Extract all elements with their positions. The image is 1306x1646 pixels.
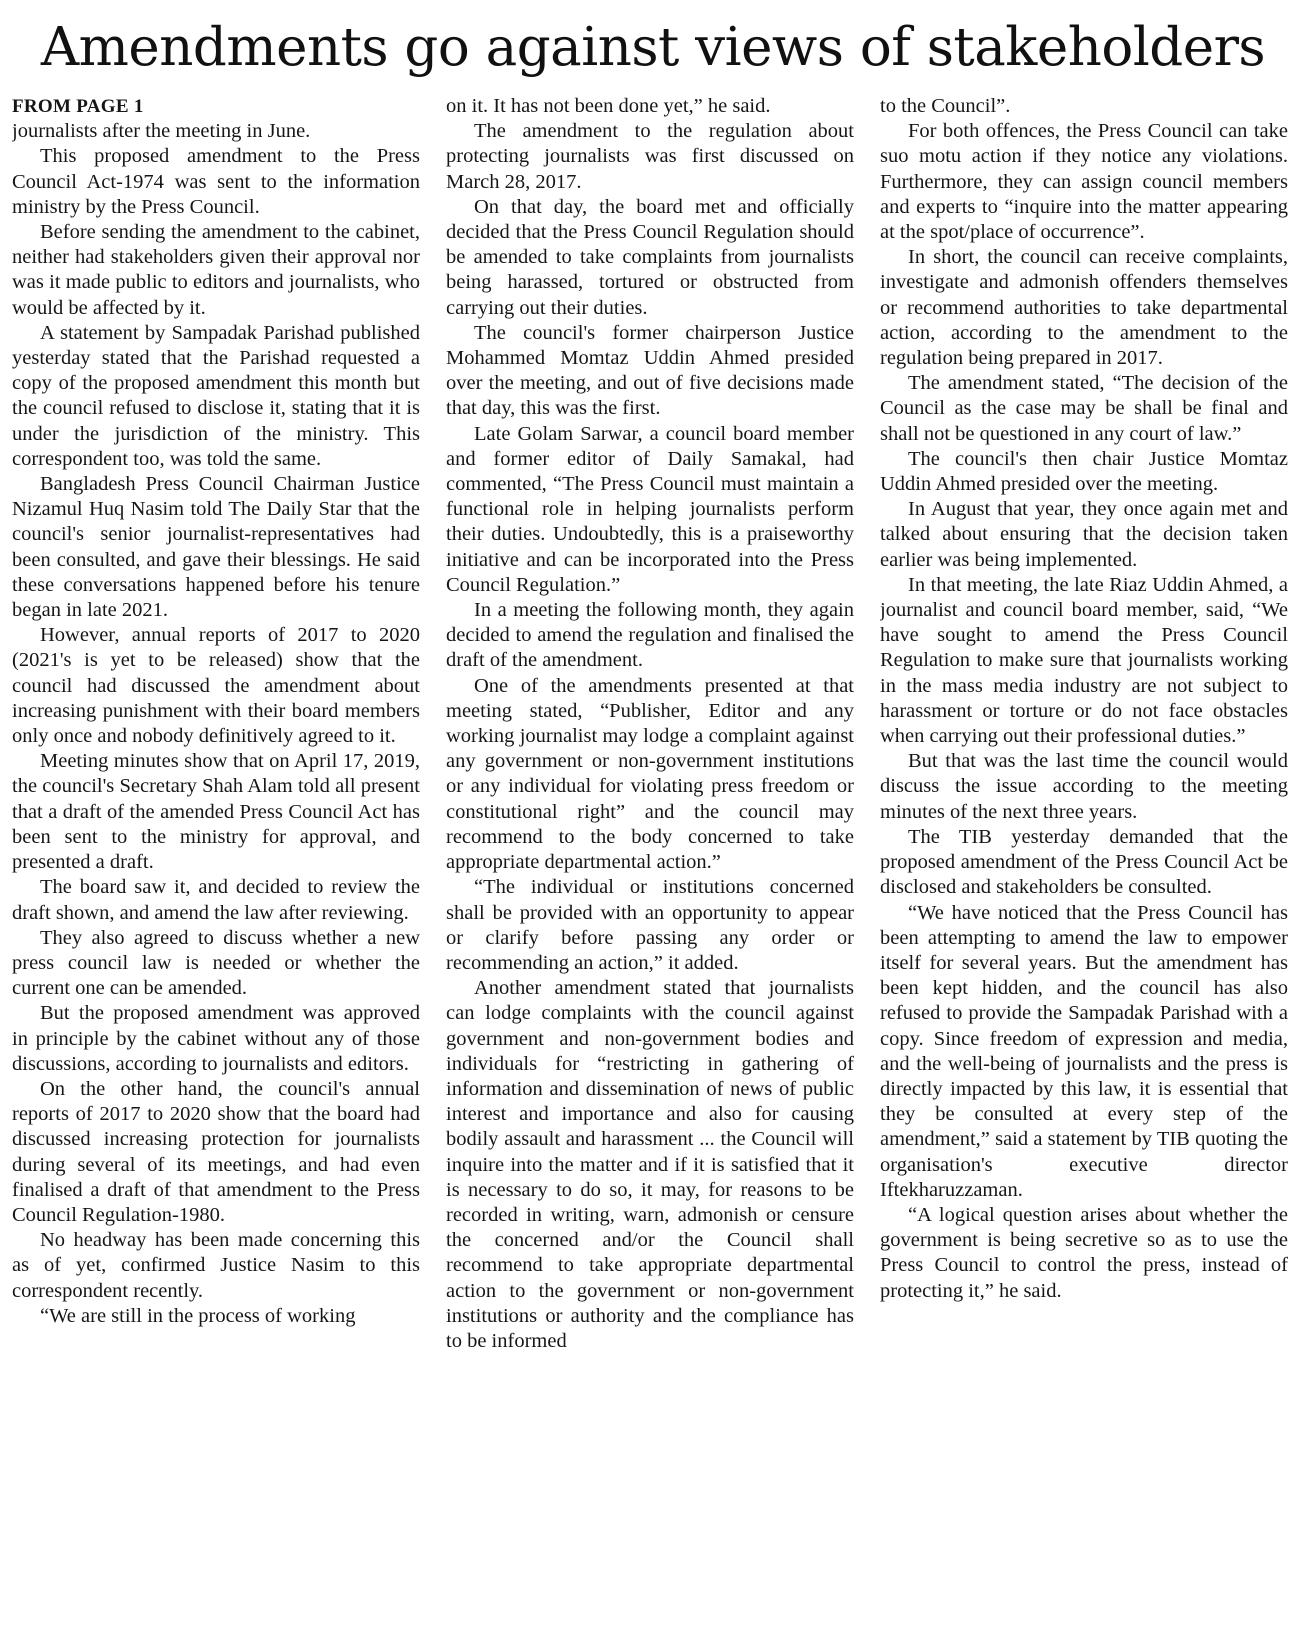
paragraph: Late Golam Sarwar, a council board member and former editor of Daily Samakal, had commented, “The Press Council must maintain a functional role in helping journalists perform their duties. Undoubtedly, this is a praiseworthy initiative and can be incorporated into the Press Council Regulation.” xyxy=(446,422,854,596)
paragraph: On the other hand, the council's annual reports of 2017 to 2020 show that the board had discussed increasing protection for journalists during several of its meetings, and had even finalised a draft of that amendment to the Press Council Regulation-1980. xyxy=(12,1077,420,1226)
paragraph: The council's former chairperson Justice Mohammed Momtaz Uddin Ahmed presided over the meeting, and out of five decisions made that day, this was the first. xyxy=(446,321,854,420)
paragraph: On that day, the board met and officially decided that the Press Council Regulation should be amended to take complaints from journalists being harassed, tortured or obstructed from carrying out their duties. xyxy=(446,195,854,319)
continued-text: on it. It has not been done yet,” he said. xyxy=(446,95,771,117)
paragraph: No headway has been made concerning this as of yet, confirmed Justice Nasim to this correspondent recently. xyxy=(12,1229,420,1302)
paragraph: However, annual reports of 2017 to 2020 (2021's is yet to be released) show that the council had discussed the amendment about increasing punishment with their board members only once and nobody definitively agreed to it. xyxy=(12,624,420,748)
paragraph: This proposed amendment to the Press Council Act-1974 was sent to the information ministry by the Press Council. xyxy=(12,145,420,218)
paragraph: They also agreed to discuss whether a new press council law is needed or whether the current one can be amended. xyxy=(12,926,420,1000)
paragraph: Another amendment stated that journalists can lodge complaints with the council against government and non-government bodies and individuals for “restricting in gathering of information and dissemination of news of public interest and importance and also for causing bodily assault and harassment ... the Council will inquire into the matter and if it is satisfied that it is necessary to do so, it may, for reasons to be recorded in writing, warn, admonish or censure the concerned and/or the Council shall recommend to take appropriate departmental action to the government or non-government institutions or authority and the compliance has to be informed xyxy=(446,977,854,1352)
paragraph: One of the amendments presented at that meeting stated, “Publisher, Editor and any working journalist may lodge a complaint against any government or non-government institutions or any individual for violating press freedom or constitutional right” and the council may recommend to the body concerned to take appropriate departmental action.” xyxy=(446,674,854,874)
article-column-3 xyxy=(880,94,1288,1642)
paragraph: For both offences, the Press Council can take suo motu action if they notice any violations. Furthermore, they can assign council members and experts to “inquire into the matter appearing at the spot/place of occurrence”. xyxy=(880,120,1288,244)
article-column-1 xyxy=(12,94,420,1642)
paragraph: Meeting minutes show that on April 17, 2019, the council's Secretary Shah Alam told all present that a draft of the amended Press Council Act has been sent to the ministry for approval, and presented a draft. xyxy=(12,750,420,874)
paragraph: “A logical question arises about whether the government is being secretive so as to use the Press Council to control the press, instead of protecting it,” he said. xyxy=(880,1203,1288,1302)
paragraph: The TIB yesterday demanded that the proposed amendment of the Press Council Act be disclosed and stakeholders be consulted. xyxy=(880,825,1288,899)
paragraph: “We are still in the process of working xyxy=(40,1304,356,1327)
continued-from-kicker: FROM PAGE 1 xyxy=(12,96,144,117)
paragraph: In August that year, they once again met and talked about ensuring that the decision taken earlier was being implemented. xyxy=(880,498,1288,571)
paragraph: The board saw it, and decided to review the draft shown, and amend the law after reviewing. xyxy=(12,876,420,924)
paragraph: A statement by Sampadak Parishad published yesterday stated that the Parishad requested a copy of the proposed amendment this month but the council refused to disclose it, stating that it is under the jurisdiction of the ministry. This correspondent too, was told the same. xyxy=(12,321,420,470)
paragraph: In that meeting, the late Riaz Uddin Ahmed, a journalist and council board member, said, “We have sought to amend the Press Council Regulation to make sure that journalists working in the mass media industry are not subject to harassment or torture or do not face obstacles when carrying out their professional duties.” xyxy=(880,573,1288,748)
paragraph: But the proposed amendment was approved in principle by the cabinet without any of those discussions, according to journalists and editors. xyxy=(12,1002,420,1075)
continued-text: journalists after the meeting in June. xyxy=(12,120,311,143)
paragraph: Bangladesh Press Council Chairman Justice Nizamul Huq Nasim told The Daily Star that the council's senior journalist-representatives had been consulted, and gave their blessings. He said these conversations happened before his tenure began in late 2021. xyxy=(12,473,420,622)
headline: Amendments go against views of stakeholders xyxy=(40,17,1266,78)
paragraph: In short, the council can receive complaints, investigate and admonish offenders themselves or recommend authorities to take departmental action, according to the amendment to the regulation being prepared in 2017. xyxy=(880,246,1288,370)
continued-text: to the Council”. xyxy=(880,95,1011,117)
paragraph: In a meeting the following month, they again decided to amend the regulation and finalised the draft of the amendment. xyxy=(446,599,854,672)
article-column-2 xyxy=(446,94,854,1642)
paragraph: The amendment to the regulation about protecting journalists was first discussed on March 28, 2017. xyxy=(446,120,854,193)
paragraph: The amendment stated, “The decision of the Council as the case may be shall be final and shall not be questioned in any court of law.” xyxy=(880,372,1288,445)
paragraph: The council's then chair Justice Momtaz Uddin Ahmed presided over the meeting. xyxy=(880,447,1288,496)
paragraph: But that was the last time the council would discuss the issue according to the meeting minutes of the next three years. xyxy=(880,750,1288,823)
paragraph: Before sending the amendment to the cabinet, neither had stakeholders given their approval nor was it made public to editors and journalists, who would be affected by it. xyxy=(12,221,420,319)
paragraph: “The individual or institutions concerned shall be provided with an opportunity to appear or clarify before passing any order or recommending an action,” it added. xyxy=(446,876,854,974)
paragraph: “We have noticed that the Press Council has been attempting to amend the law to empower itself for several years. But the amendment has been kept hidden, and the council has also refused to provide the Sampadak Parishad with a copy. Since freedom of expression and media, and the well-being of journalists and the press is directly impacted by this law, it is essential that they be consulted at every step of the amendment,” said a statement by TIB quoting the organisation's executive director Iftekharuzzaman. xyxy=(880,901,1288,1201)
